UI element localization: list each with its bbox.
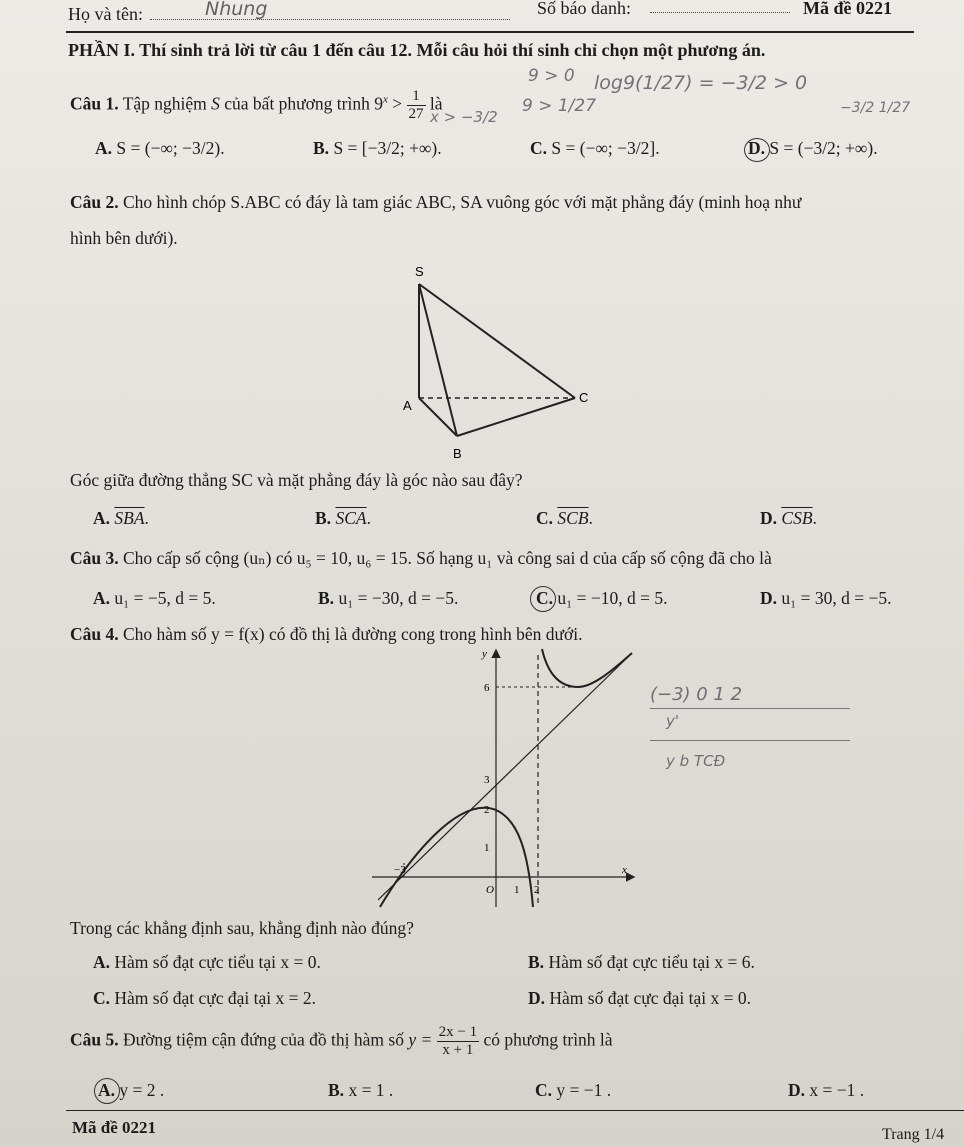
q3-text: Cho cấp số cộng (uₙ) có u₅ = 10, u₆ = 15. Số hạng u₁ và công sai d của cấp số cộng đã cho là xyxy=(123,548,772,568)
left-branch xyxy=(380,808,533,907)
q4-note-2: y' xyxy=(666,712,680,730)
part1-title: PHẦN I. Thí sinh trả lời từ câu 1 đến câu 12. Mỗi câu hỏi thí sinh chỉ chọn một phương án. xyxy=(68,40,766,60)
q3-answer-mark xyxy=(530,586,556,612)
q4-stem xyxy=(70,624,583,645)
q4-option-b[interactable]: B. Hàm số đạt cực tiểu tại x = 6. xyxy=(528,952,755,972)
q3-option-a[interactable]: A. u₁ = −5, d = 5. xyxy=(93,588,216,608)
q2-option-b[interactable]: B. $\overline{SCA}$. xyxy=(315,508,371,528)
q5-fraction: $\frac{2x - 1}{x + 1}$ xyxy=(438,1024,478,1058)
q3-label: Câu 3. xyxy=(70,548,119,568)
q2-option-a[interactable]: A. $\overline{SBA}$. xyxy=(93,508,149,528)
oblique-asymptote xyxy=(378,655,630,900)
q4-note-1: (−3) 0 1 2 xyxy=(650,684,743,705)
q1-gt: > xyxy=(392,93,403,114)
q5-option-a[interactable]: A. y = 2 . xyxy=(98,1080,165,1100)
q3-option-d[interactable]: D. u₁ = 30, d = −5. xyxy=(760,588,892,608)
footer-divider xyxy=(66,1110,964,1111)
q3-option-c[interactable]: C. u₁ = −10, d = 5. xyxy=(536,588,668,608)
q2-option-d[interactable]: D. $\overline{CSB}$. xyxy=(760,508,817,528)
q5-option-c[interactable]: C. y = −1 . xyxy=(535,1080,612,1100)
q1-note-3: log9(1/27) = −3/2 > 0 xyxy=(594,72,808,94)
tick-xm3: −3 xyxy=(394,864,406,876)
tick-y6: 6 xyxy=(484,682,490,694)
q1-exp: x xyxy=(382,93,388,106)
q1-base: 9 xyxy=(374,93,383,114)
origin-label: O xyxy=(486,884,494,896)
q1-text-c: là xyxy=(429,93,443,114)
footer-code: Mã đề 0221 xyxy=(72,1118,157,1137)
header-divider xyxy=(66,31,914,33)
q4-note-line-2 xyxy=(650,740,850,741)
q1-text-a: Tập nghiệm xyxy=(122,93,207,114)
q1-note-2: 9 > 1/27 xyxy=(522,96,597,116)
q4-option-d[interactable]: D. Hàm số đạt cực đại tại x = 0. xyxy=(528,988,751,1008)
label-a: A xyxy=(403,398,412,413)
q5-label: Câu 5. xyxy=(70,1029,119,1050)
q1-option-b[interactable]: B. S = [−3/2; +∞). xyxy=(313,138,442,158)
label-b: B xyxy=(453,446,462,461)
q1-var-s: S xyxy=(211,93,220,114)
q5-answer-mark xyxy=(94,1078,120,1104)
q2-option-c[interactable]: C. $\overline{SCB}$. xyxy=(536,508,593,528)
q1-note-1: 9 > 0 xyxy=(528,66,575,86)
q1-label: Câu 1. xyxy=(70,93,119,114)
q3-stem xyxy=(70,548,772,569)
q5-option-d[interactable]: D. x = −1 . xyxy=(788,1080,865,1100)
q4-option-c[interactable]: C. Hàm số đạt cực đại tại x = 2. xyxy=(93,988,316,1008)
pyramid-figure xyxy=(395,260,615,470)
sbd-field-line[interactable] xyxy=(650,12,790,13)
name-label: Họ và tên: xyxy=(68,4,143,24)
right-branch xyxy=(542,649,632,687)
tick-y2: 2 xyxy=(484,804,490,816)
name-field-line[interactable] xyxy=(150,19,510,20)
q4-note-line-1 xyxy=(650,708,850,709)
q3-option-b[interactable]: B. u₁ = −30, d = −5. xyxy=(318,588,459,608)
q2-question: Góc giữa đường thẳng SC và mặt phẳng đáy là góc nào sau đây? xyxy=(70,470,523,490)
q1-note-5: −3/2 1/27 xyxy=(840,100,911,116)
tick-x1: 1 xyxy=(514,884,520,896)
q1-answer-mark xyxy=(744,138,770,162)
tick-y1: 1 xyxy=(484,842,490,854)
label-s: S xyxy=(415,264,424,279)
tick-y3: 3 xyxy=(484,774,490,786)
q5-option-b[interactable]: B. x = 1 . xyxy=(328,1080,394,1100)
q4-question: Trong các khẳng định sau, khẳng định nào đúng? xyxy=(70,918,414,938)
q1-fraction: $\frac{1}{27}$ xyxy=(408,88,424,122)
q5-y-eq: y = xyxy=(408,1029,433,1050)
axis-x-label: x xyxy=(622,864,627,876)
q1-option-d[interactable]: D. S = (−3/2; +∞). xyxy=(748,138,878,158)
q5-stem xyxy=(70,1024,613,1059)
footer-page: Trang 1/4 xyxy=(882,1126,945,1143)
q2-label: Câu 2. xyxy=(70,192,119,212)
sbd-label: Số báo danh: xyxy=(537,0,631,18)
q1-option-c[interactable]: C. S = (−∞; −3/2]. xyxy=(530,138,660,158)
tick-x2: 2 xyxy=(534,884,540,896)
q1-stem xyxy=(70,88,443,123)
exam-code: Mã đề 0221 xyxy=(803,0,892,18)
q4-label: Câu 4. xyxy=(70,624,119,644)
q4-option-a[interactable]: A. Hàm số đạt cực tiểu tại x = 0. xyxy=(93,952,321,972)
handwritten-name: Nhung xyxy=(205,0,268,20)
q1-text-b: của bất phương trình xyxy=(224,93,370,114)
axis-y-label: y xyxy=(482,648,487,660)
q2-stem xyxy=(70,192,801,213)
q4-text: Cho hàm số y = f(x) có đồ thị là đường cong trong hình bên dưới. xyxy=(123,624,583,644)
function-graph xyxy=(368,645,638,915)
q5-text-b: có phương trình là xyxy=(483,1029,613,1050)
label-c: C xyxy=(579,390,589,405)
q1-note-4: x > −3/2 xyxy=(430,108,498,126)
edge-bc xyxy=(457,398,575,436)
q1-option-a[interactable]: A. S = (−∞; −3/2). xyxy=(95,138,225,158)
q5-text-a: Đường tiệm cận đứng của đồ thị hàm số xyxy=(123,1029,404,1050)
q2-stem-2: hình bên dưới). xyxy=(70,228,178,248)
q2-text-1: Cho hình chóp S.ABC có đáy là tam giác ABC, SA vuông góc với mặt phẳng đáy (minh hoạ như xyxy=(123,192,802,212)
q4-note-3: y b TCĐ xyxy=(666,752,726,770)
